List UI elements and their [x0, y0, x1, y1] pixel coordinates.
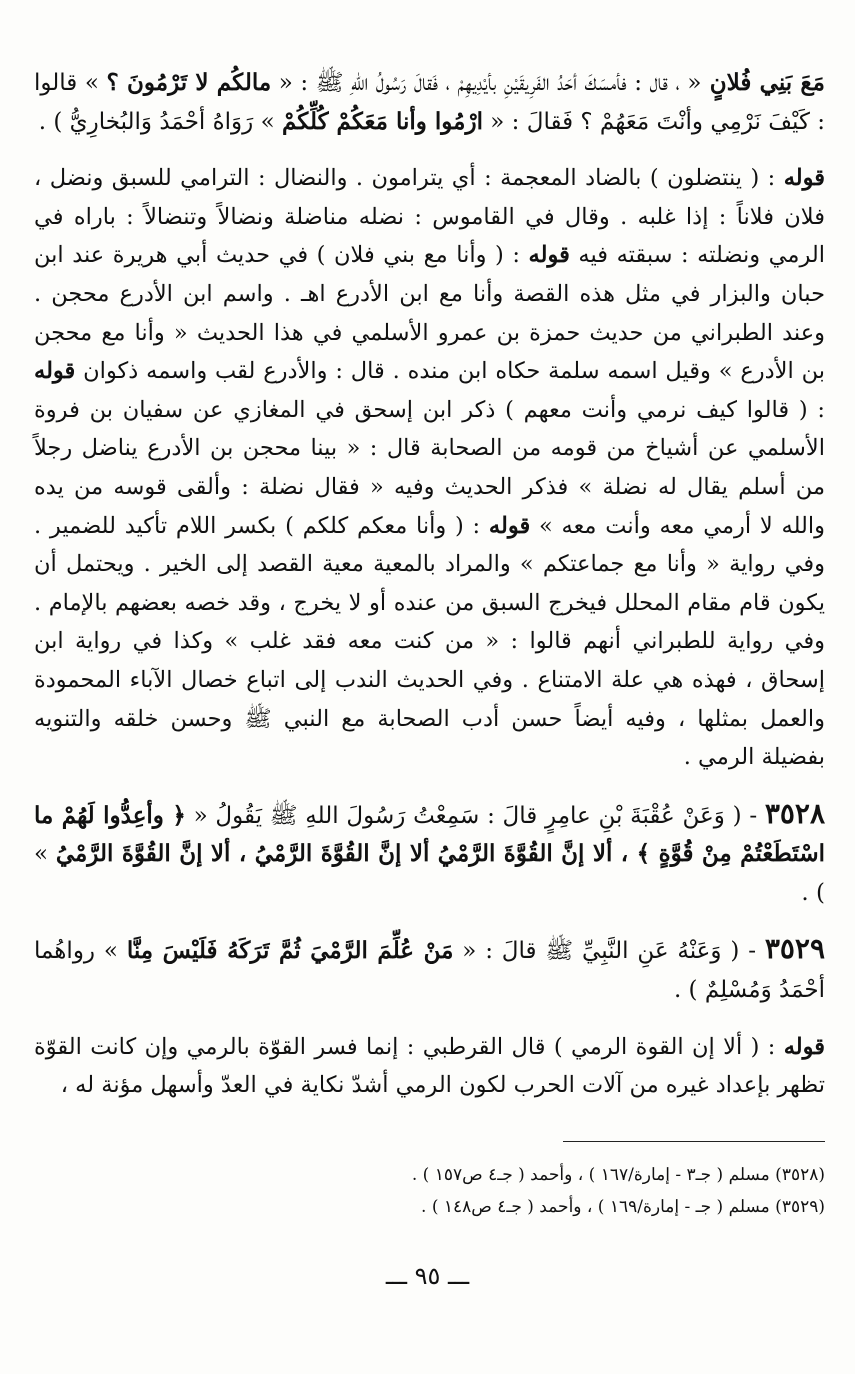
- hadith-number: ٣٥٢٨: [764, 796, 825, 830]
- narration-text: « ، قال : فأمسَكَ أحَدُ الفَرِيقَيْنِ بأيْدِيهِمْ ، فَقالَ رَسُولُ اللهِ ﷺ : «: [271, 70, 702, 96]
- footnote-3529: (٣٥٢٩) مسلم ( جـ - إمارة/١٦٩ ) ، وأحمد ( جـ٤ ص١٤٨ ) .: [421, 1197, 825, 1217]
- commentary-paragraph: [34, 1028, 825, 1105]
- commentary-text: : ( وأنا مع بني فلان ) في حديث أبي هريرة عند ابن حبان والبزار في مثل هذه القصة وأنا مع ابن الأدرع اهـ . واسم ابن الأدرع محجن . وعند الطبراني من حديث حمزة بن عمرو الأسلمي في هذا الحديث « وأنا مع محجن بن الأدرع » وقيل اسمه سلمة حكاه ابن منده . قال : والأدرع لقب واسمه ذكوان: [34, 242, 825, 385]
- footnote-divider: [563, 1141, 825, 1142]
- commentary-text: : ( ألا إن القوة الرمي ) قال القرطبي : إنما فسر القوّة بالرمي وإن كانت القوّة تظهر بإعداد غيره من آلات الحرب لكون الرمي أشدّ نكاية في العدّ وأسهل مؤنة له ،: [34, 1033, 825, 1099]
- commentary-text: : ( قالوا كيف نرمي وأنت معهم ) ذكر ابن إسحق في المغازي عن سفيان بن فروة الأسلمي عن أشياخ من قومه من الصحابة قال : « بينا محجن بن الأدرع يناضل رجلاً من أسلم يقال له نضلة » فذكر الحديث وفيه « فقال نضلة : وألقى قوسه من يده والله لا أرمي معه وأنت معه »: [34, 396, 825, 539]
- qawluhu-label: قوله: [488, 512, 531, 539]
- hadith-text: مَعَ بَنِي فُلانٍ: [701, 69, 825, 96]
- commentary-text: : ( وأنا معكم كلكم ) بكسر اللام تأكيد للضمير . وفي رواية « وأنا مع جماعتكم » والمراد بالمعية معية القصد إلى الخير . ويحتمل أن يكون قام مقام المحلل فيخرج السبق من عنده أو لا يخرج ، وقد خصه بعضهم بالإمام . وفي رواية للطبراني أنهم قالوا : « من كنت معه فقد غلب » وكذا في رواية ابن إسحاق ، فهذه هي علة الامتناع . وفي الحديث الندب إلى اتباع خصال الآباء المحمودة والعمل بمثلها ، وفيه أيضاً حسن أدب الصحابة مع النبي ﷺ وحسن خلقه والتنويه بفضيلة الرمي .: [34, 512, 825, 771]
- narration-text: » قالوا : كَيْفَ نَرْمِي وأنْتَ مَعَهُمْ ؟ فَقالَ : «: [34, 70, 825, 135]
- hadith-3529-paragraph: [34, 930, 825, 1009]
- footnote-3528: (٣٥٢٨) مسلم ( جـ٣ - إمارة/١٦٧ ) ، وأحمد ( جـ٤ ص١٥٧ ) .: [411, 1165, 825, 1185]
- hadith-text: ارْمُوا وأنا مَعَكُمْ كُلِّكُمْ: [281, 107, 483, 135]
- hadith-3528-paragraph: [34, 795, 825, 913]
- page-number: ـــ ٩٥ ـــ: [385, 1262, 470, 1290]
- narration-text: » رَوَاهُ أحْمَدُ وَالبُخارِيُّ ) .: [38, 108, 282, 135]
- qawluhu-label: قوله: [34, 358, 76, 385]
- hadith-text: مالكُم لا تَرْمُونَ ؟: [106, 69, 272, 96]
- qawluhu-label: قوله: [783, 165, 825, 192]
- commentary-paragraph: [34, 159, 825, 777]
- hadith-number: ٣٥٢٩: [764, 932, 825, 966]
- narration-text: - ( وَعَنْ عُقْبَةَ بْنِ عامِرٍ قالَ : سَمِعْتُ رَسُولَ اللهِ ﷺ يَقُولُ «: [185, 802, 765, 829]
- hadith-text: مَنْ عُلِّمَ الرَّمْيَ ثُمَّ تَرَكَهُ فَلَيْسَ مِنَّا: [126, 937, 454, 965]
- commentary-text: : ( ينتضلون ) بالضاد المعجمة : أي يترامون . والنضال : الترامي للسبق ونضل ، فلان فلاناً : إذا غلبه . وقال في القاموس : نضله مناضلة ونضالاً وتنضالاً : باراه في الرمي ونضلته : سبقته فيه: [34, 165, 826, 269]
- narration-text: - ( وَعَنْهُ عَنِ النَّبِيِّ ﷺ قالَ : «: [453, 938, 765, 965]
- narration-text: » رواهُما أحْمَدُ وَمُسْلِمٌ ) .: [34, 938, 825, 1004]
- hadith-text: ﴿ وأعِدُّوا لَهُمْ ما اسْتَطَعْتُمْ مِنْ قُوَّةٍ ﴾ ، ألا إنَّ القُوَّةَ الرَّمْيُ ألا إنَّ القُوَّةَ الرَّمْيُ ، ألا إنَّ القُوَّةَ الرَّمْيُ: [34, 801, 825, 868]
- qawluhu-label: قوله: [783, 1033, 825, 1060]
- qawluhu-label: قوله: [528, 242, 570, 269]
- narration-text: » ) .: [34, 841, 825, 906]
- hadith-continuation-paragraph: [34, 64, 825, 141]
